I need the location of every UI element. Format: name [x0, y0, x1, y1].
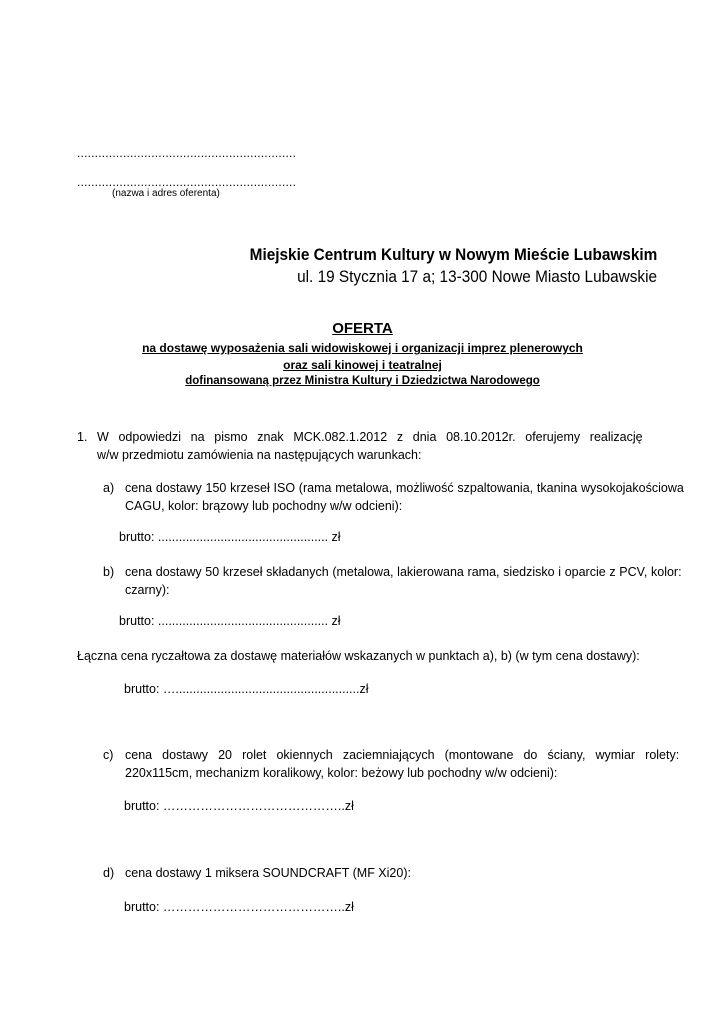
item-a-marker: a): [103, 481, 115, 495]
item-a-price-field: brutto: ................................................. zł: [119, 530, 341, 544]
item-b-line-1: cena dostawy 50 krzeseł składanych (metalowa, lakierowana rama, siedzisko i oparcie z PCV, kolor:: [125, 565, 682, 579]
section-intro-line-1-text: W odpowiedzi na pismo znak MCK.082.1.2012 z dnia 08.10.2012r. oferujemy realizację: [97, 430, 643, 444]
item-b-price-field: brutto: ................................................. zł: [119, 614, 341, 628]
item-a-line-2: CAGU, kolor: brązowy lub pochodny w/w odcieni):: [125, 499, 403, 513]
section-number: 1.: [77, 430, 88, 444]
section-intro-line-1: [97, 430, 657, 444]
item-d-line-1: cena dostawy 1 miksera SOUNDCRAFT (MF Xi20):: [125, 866, 411, 880]
offer-title: OFERTA: [332, 320, 393, 337]
offeror-address-dotted-line: ..............................................................: [77, 175, 297, 189]
item-a-line-1: cena dostawy 150 krzeseł ISO (rama metalowa, możliwość szpaltowania, tkanina wysokojakościowa: [125, 481, 684, 495]
item-c-price-field: brutto: ……………………………………..zł: [124, 799, 354, 813]
offeror-caption: (nazwa i adres oferenta): [112, 188, 220, 199]
item-c-marker: c): [103, 748, 114, 762]
offer-subtitle-1: na dostawę wyposażenia sali widowiskowej i organizacji imprez plenerowych: [142, 341, 583, 355]
item-b-marker: b): [103, 565, 115, 579]
item-b-line-2: czarny):: [125, 583, 170, 597]
item-d-marker: d): [103, 866, 115, 880]
total-price-field: brutto: ….....................................................zł: [124, 682, 369, 696]
item-d-price-field: brutto: ……………………………………..zł: [124, 900, 354, 914]
section-intro-line-2: w/w przedmiotu zamówienia na następujących warunkach:: [97, 448, 422, 462]
offer-subtitle-2: oraz sali kinowej i teatralnej: [283, 358, 442, 372]
item-c-line-1: cena dostawy 20 rolet okiennych zaciemniających (montowane do ściany, wymiar rolety:: [125, 748, 680, 762]
organization-name: Miejskie Centrum Kultury w Nowym Mieście Lubawskim: [249, 246, 657, 264]
offeror-name-dotted-line: ..............................................................: [77, 146, 297, 160]
item-c-line-2: 220x115cm, mechanizm koralikowy, kolor: beżowy lub pochodny w/w odcieni):: [125, 766, 558, 780]
organization-address: ul. 19 Stycznia 17 a; 13-300 Nowe Miasto Lubawskie: [297, 268, 657, 286]
total-price-text: Łączna cena ryczałtowa za dostawę materiałów wskazanych w punktach a), b) (w tym cena dostawy):: [77, 649, 640, 663]
offer-subtitle-3: dofinansowaną przez Ministra Kultury i Dziedzictwa Narodowego: [185, 375, 540, 387]
